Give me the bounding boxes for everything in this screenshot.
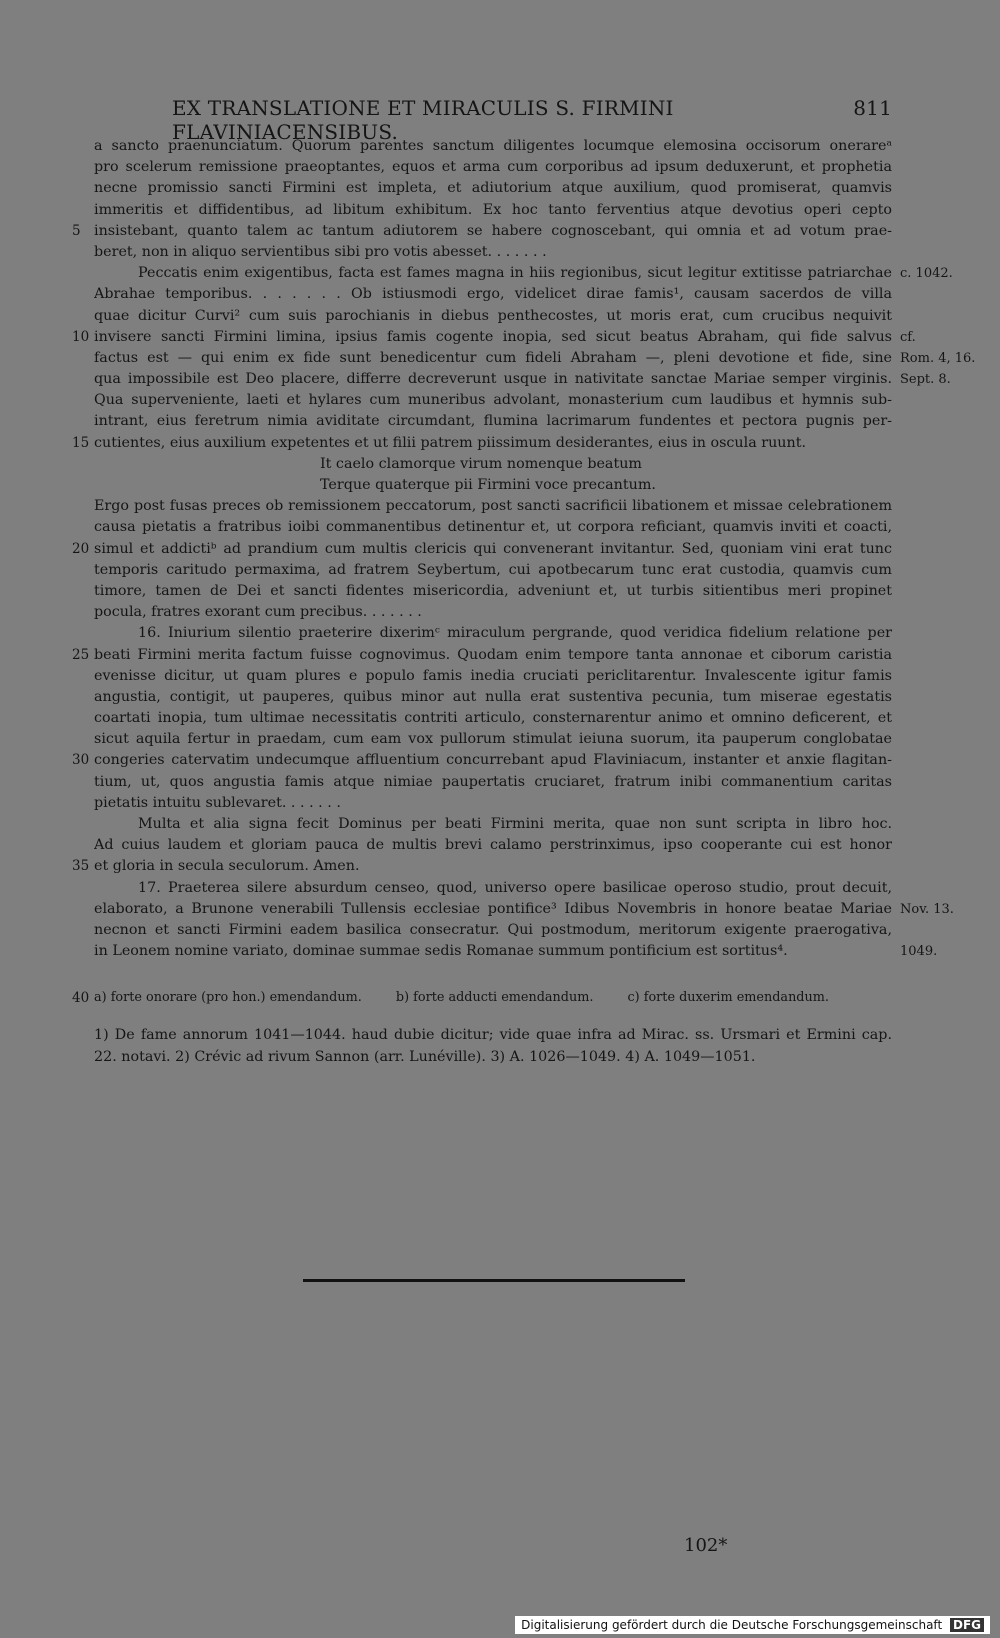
line-text: Ad cuius laudem et gloriam pauca de multis brevi calamo perstrinximus, ipso cooperante cui est honor <box>94 837 892 854</box>
text-line <box>72 539 892 560</box>
text-line <box>94 623 892 644</box>
line-text: quae dicitur Curvi² cum suis parochianis in diebus penthecostes, ut moris erat, cum crucibus nequivit <box>94 307 892 324</box>
margin-note: 1049. <box>900 944 938 960</box>
line-text: qua impossibile est Deo placere, differre decreverunt usque in nativitate sanctae Mariae semper virginis. <box>94 371 892 388</box>
text-line <box>72 327 916 348</box>
footnotes: 1) De fame annorum 1041—1044. haud dubie dicitur; vide quae infra ad Mirac. ss. Ursmari et Ermini cap. 22. notavi. 2) Crévic ad rivum Sannon (arr. Lunéville). 3) A. 1026—1049. 4) A. 1049—1051. <box>94 1027 892 1065</box>
text-line <box>94 560 892 581</box>
text-line <box>94 878 892 899</box>
text-line <box>94 602 892 623</box>
page-number: 811 <box>853 96 892 120</box>
margin-note: Nov. 13. <box>900 901 954 917</box>
text-line <box>94 708 892 729</box>
line-text: immeritis et diffidentibus, ad libitum exhibitum. Ex hoc tanto ferventius atque devotius operi cepto <box>94 201 892 218</box>
text-line <box>94 666 892 687</box>
line-text: et gloria in secula seculorum. Amen. <box>94 858 360 875</box>
main-text <box>72 136 976 962</box>
text-line <box>94 263 953 284</box>
text-line <box>94 157 892 178</box>
line-text: in Leonem nomine variato, dominae summae sedis Romanae summum pontificium est sortitus⁴. <box>94 943 788 960</box>
text-line <box>72 433 892 454</box>
line-text: Multa et alia signa fecit Dominus per beati Firmini merita, quae non sunt scripta in libro hoc. <box>138 816 892 832</box>
line-text: intrant, eius feretrum nimia aviditate circumdant, flumina lacrimarum fundentes et pectora pugnis per- <box>94 413 892 430</box>
text-line <box>72 645 892 666</box>
text-line <box>94 390 892 411</box>
text-line <box>94 581 892 602</box>
line-number: 15 <box>72 434 90 451</box>
line-number: 5 <box>72 222 81 239</box>
line-text: 17. Praeterea silere absurdum censeo, quod, universo opere basilicae operoso studio, prout decuit, <box>138 879 892 896</box>
line-text: tium, ut, quos angustia famis atque nimiae paupertatis cruciaret, fratrum inibi commanentium caritas <box>94 773 892 790</box>
line-text: pietatis intuitu sublevaret. . . . . . . <box>94 794 341 811</box>
line-text: It caelo clamorque virum nomenque beatum <box>320 455 642 472</box>
line-text: pocula, fratres exorant cum precibus. . . . . . . <box>94 604 422 621</box>
text-line <box>94 242 892 263</box>
running-title: EX TRANSLATIONE ET MIRACULIS S. FIRMINI FLAVINIACENSIBUS. <box>172 96 674 144</box>
text-line <box>94 899 954 920</box>
line-text: timore, tamen de Dei et sancti fidentes misericordia, adveniunt et, ut turbis sitientibus meri propinet <box>94 582 892 599</box>
line-text: necne promissio sancti Firmini est impleta, et adiutorium atque auxilium, quod promiserat, quamvis <box>94 180 892 197</box>
line-text: 16. Iniurium silentio praeterire dixerimᶜ miraculum pergrande, quod veridica fidelium relatione per <box>138 625 892 642</box>
line-text: Terque quaterque pii Firmini voce precantum. <box>320 477 656 493</box>
text-line <box>94 687 892 708</box>
apparatus-note-c: c) forte duxerim emendandum. <box>627 990 829 1005</box>
line-text: a sancto praenunciatum. Quorum parentes sanctum diligentes locumque elemosina occisorum onerareᵃ <box>94 138 892 154</box>
critical-apparatus <box>72 990 892 1006</box>
line-text: invisere sancti Firmini limina, ipsius famis cogente inopia, sed sicut beatus Abraham, qui fide salvus <box>94 328 892 345</box>
text-line <box>94 920 892 941</box>
text-line <box>94 348 976 369</box>
margin-note: c. 1042. <box>900 266 953 282</box>
line-text: causa pietatis a fratribus ioibi commanentibus detinentur et, ut corpora reficiant, quamvis inviti et coacti, <box>94 519 892 536</box>
text-line <box>72 856 892 877</box>
line-number: 25 <box>72 646 90 663</box>
text-line <box>94 306 892 327</box>
line-text: evenisse dicitur, ut quam plures e populo famis inedia cruciati periclitarentur. Invalescente igitur famis <box>94 667 892 684</box>
text-line <box>94 411 892 432</box>
line-text: factus est — qui enim ex fide sunt benedicentur cum fideli Abraham —, pleni devotione et fide, sine <box>94 349 892 366</box>
margin-note: cf. <box>900 329 916 345</box>
line-text: Peccatis enim exigentibus, facta est fames magna in hiis regionibus, sicut legitur extitisse patriarchae <box>138 265 892 282</box>
line-text: insistebant, quanto talem ac tantum adiutorem se habere cognoscebant, qui omnia et ad votum prae- <box>94 222 892 239</box>
text-line <box>94 729 892 750</box>
text-line <box>94 835 892 856</box>
line-number: 35 <box>72 858 90 875</box>
line-text: Ergo post fusas preces ob remissionem peccatorum, post sancti sacrificii libationem et missae celebrationem <box>94 498 892 515</box>
credit-text: Digitalisierung gefördert durch die Deutsche Forschungsgemeinschaft <box>521 1618 943 1632</box>
dfg-logo: DFG <box>950 1618 984 1632</box>
line-text: congeries catervatim undecumque affluentium concurrebant apud Flaviniacum, instanter et anxie flagitan- <box>94 752 892 769</box>
line-text: pro scelerum remissione praeoptantes, equos et arma cum corporibus ad ipsum deduxerunt, et prophetia <box>94 159 892 176</box>
divider-rule <box>303 1279 685 1282</box>
digitization-credit <box>515 1616 990 1634</box>
line-text: Qua superveniente, laeti et hylares cum muneribus advolant, monasterium cum laudibus et hymnis sub- <box>94 392 892 409</box>
line-text: simul et addictiᵇ ad prandium cum multis clericis qui convenerant invitantur. Sed, quoniam vini erat tunc <box>94 540 892 557</box>
apparatus-note-b: b) forte adducti emendandum. <box>395 990 594 1005</box>
text-line <box>94 369 951 390</box>
line-number: 30 <box>72 752 90 769</box>
margin-note: Sept. 8. <box>900 372 951 388</box>
line-text: Abrahae temporibus. . . . . . . Ob istiusmodi ergo, videlicet dirae famis¹, causam sacerdos de villa <box>94 286 892 303</box>
text-line <box>94 793 892 814</box>
line-number: 20 <box>72 540 90 557</box>
line-text: beati Firmini merita factum fuisse cognovimus. Quodam enim tempore tanta annonae et ciborum caristia <box>94 646 892 663</box>
text-line <box>94 814 892 835</box>
text-line <box>94 200 892 221</box>
text-line <box>72 221 892 242</box>
text-line <box>94 136 892 157</box>
text-line <box>94 178 892 199</box>
line-text: coartati inopia, tum ultimae necessitatis contriti articulo, consternarentur animo et omnino deficerent, et <box>94 710 892 727</box>
text-line <box>94 772 892 793</box>
line-number: 10 <box>72 328 90 345</box>
line-text: elaborato, a Brunone venerabili Tullensis ecclesiae pontifice³ Idibus Novembris in honore beatae Mariae <box>94 900 892 917</box>
line-text: cutientes, eius auxilium expetentes et ut filii patrem piissimum desiderantes, eius in oscula ruunt. <box>94 434 807 451</box>
text-line <box>94 941 938 962</box>
margin-note: Rom. 4, 16. <box>900 350 976 366</box>
line-text: angustia, contigit, ut pauperes, quibus minor aut nulla erat sustentiva pecunia, tum miserae egestatis <box>94 688 892 705</box>
signature-mark: 102* <box>684 1535 728 1556</box>
apparatus-note-a: a) forte onorare (pro hon.) emendandum. <box>94 990 362 1005</box>
text-line <box>94 517 892 538</box>
text-line <box>72 750 892 771</box>
line-text: necnon et sancti Firmini eadem basilica consecratur. Qui postmodum, meritorum exigente praerogativa, <box>94 921 892 938</box>
line-text: temporis caritudo permaxima, ad fratrem Seybertum, cui apotbecarum tunc erat custodia, quamvis cum <box>94 561 892 578</box>
text-line <box>94 284 892 305</box>
text-line <box>94 475 892 496</box>
line-text: sicut aquila fertur in praedam, cum eam vox pullorum stimulat ieiuna suorum, ita pauperum conglobatae <box>94 731 892 748</box>
text-line <box>94 454 892 475</box>
text-line <box>94 496 892 517</box>
line-number: 40 <box>72 990 90 1006</box>
line-text: beret, non in aliquo servientibus sibi pro votis abesset. . . . . . . <box>94 243 547 260</box>
